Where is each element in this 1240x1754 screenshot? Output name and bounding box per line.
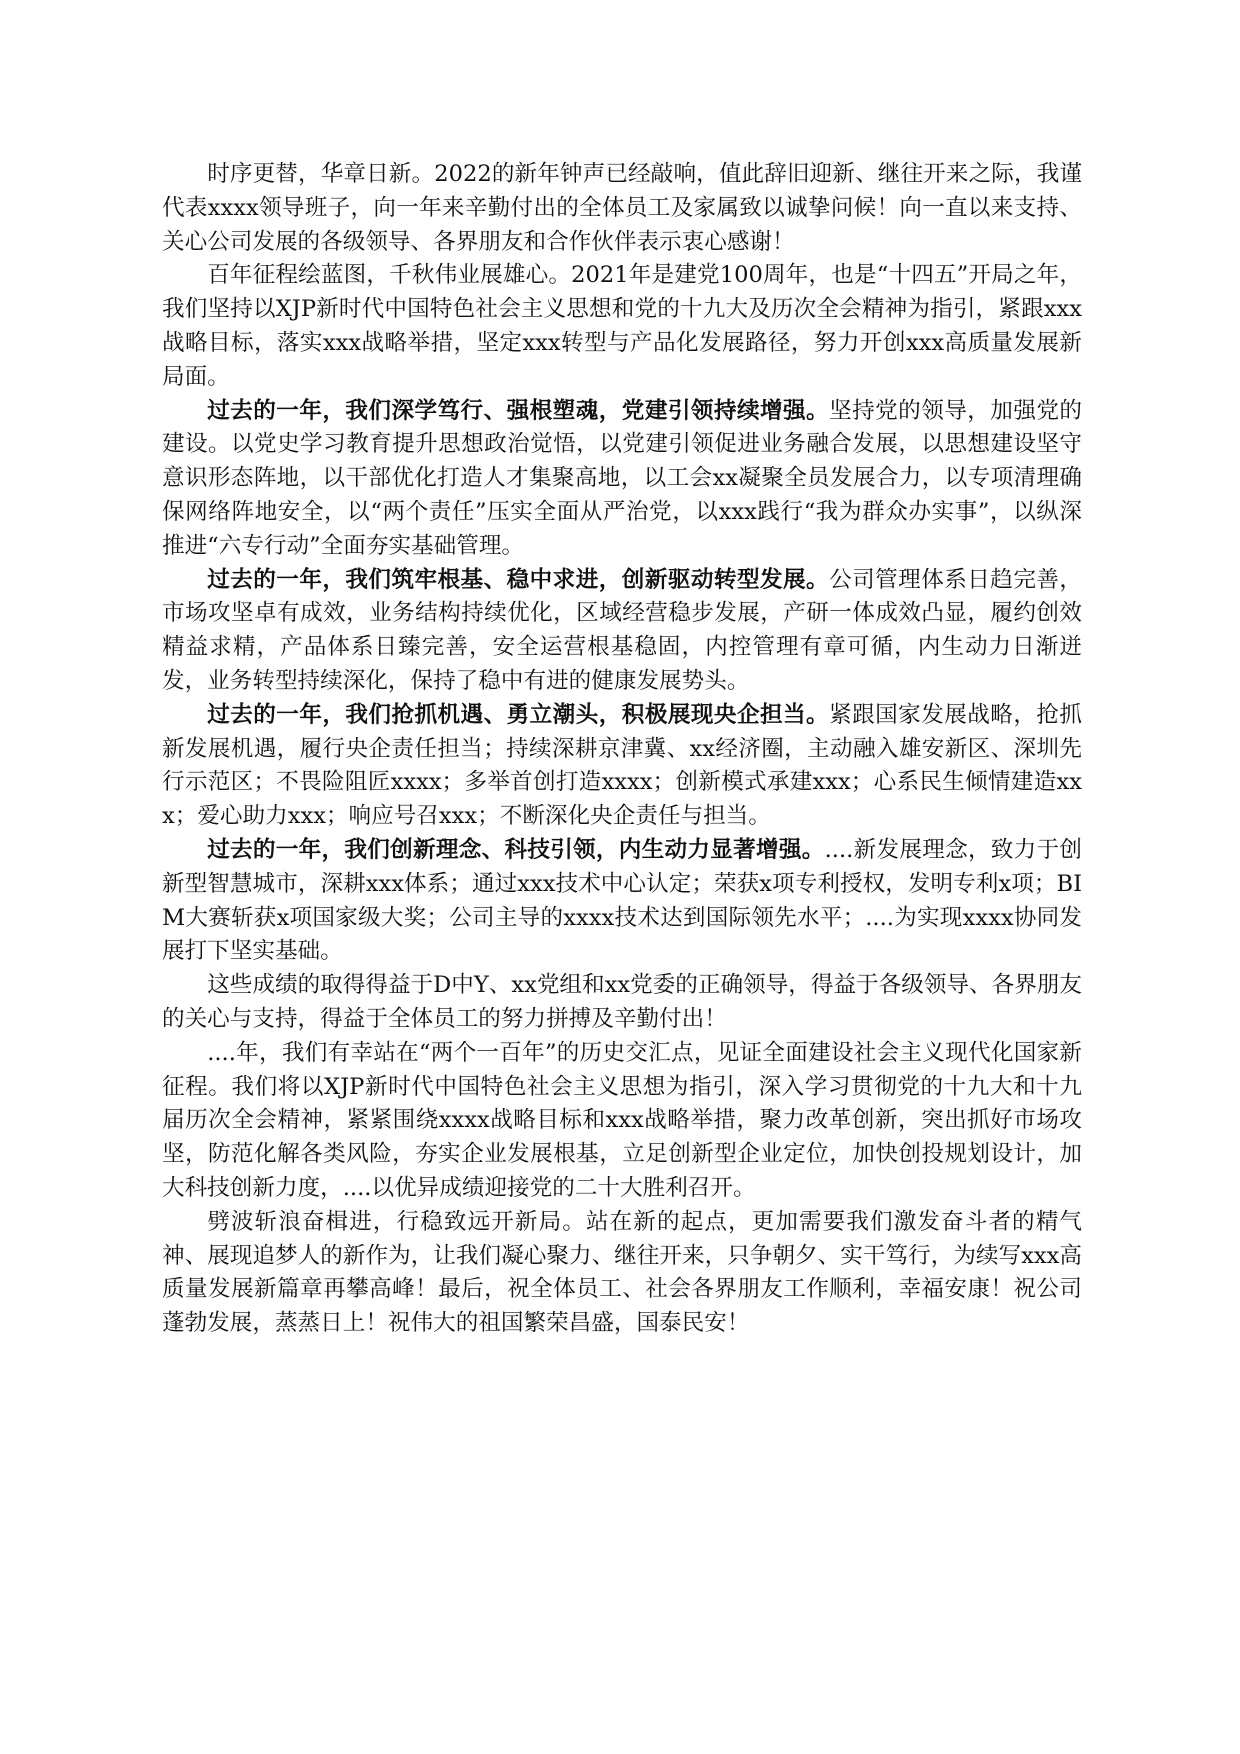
paragraph-lead: 过去的一年，我们深学笃行、强根塑魂，党建引领持续增强。 xyxy=(207,397,830,424)
paragraph-closing xyxy=(162,1206,1082,1341)
paragraph-lead: 过去的一年，我们创新理念、科技引领，内生动力显著增强。 xyxy=(207,836,825,863)
paragraph-text: 百年征程绘蓝图，千秋伟业展雄心。2021年是建党100周年，也是“十四五”开局之年，我们坚持以XJP新时代中国特色社会主义思想和党的十九大及历次全会精神为指引，紧跟xxx战略目标，落实xxx战略举措，坚定xxx转型与产品化发展路径，努力开创xxx高质量发展新局面。 xyxy=(162,262,1082,390)
paragraph-text: 紧跟国家发展战略，抢抓新发展机遇，履行央企责任担当；持续深耕京津冀、xx经济圈，主动融入雄安新区、深圳先行示范区；不畏险阻匠xxxx；多举首创打造xxxx；创新模式承建xxx；心系民生倾情建造xxx；爱心助力xxx；响应号召xxx；不断深化央企责任与担当。 xyxy=(162,701,1083,830)
letter-body xyxy=(162,158,1082,1341)
paragraph-text: ....新发展理念，致力于创新型智慧城市，深耕xxx体系；通过xxx技术中心认定；荣获x项专利授权，发明专利x项；BIM大赛斩获x项国家级大奖；公司主导的xxxx技术达到国际领先水平；....为实现xxxx协同发展打下坚实基础。 xyxy=(162,836,1083,965)
paragraph-innovation xyxy=(162,834,1082,969)
paragraph-text: 坚持党的领导，加强党的建设。以党史学习教育提升思想政治觉悟，以党建引领促进业务融合发展，以思想建设坚守意识形态阵地，以干部优化打造人才集聚高地，以工会xx凝聚全员发展合力，以专项清理确保网络阵地安全，以“两个责任”压实全面从严治党，以xxx践行“我为群众办实事”，以纵深推进“六专行动”全面夯实基础管理。 xyxy=(162,397,1083,559)
paragraph-text: 公司管理体系日趋完善，市场攻坚卓有成效，业务结构持续优化，区域经营稳步发展，产研一体成效凸显，履约创效精益求精，产品体系日臻完善，安全运营根基稳固，内控管理有章可循，内生动力日渐迸发，业务转型持续深化，保持了稳中有进的健康发展势头。 xyxy=(162,566,1083,694)
paragraph-text: 劈波斩浪奋楫进，行稳致远开新局。站在新的起点，更加需要我们激发奋斗者的精气神、展现追梦人的新作为，让我们凝心聚力、继往开来，只争朝夕、实干笃行，为续写xxx高质量发展新篇章再攀高峰！最后，祝全体员工、社会各界朋友工作顺利，幸福安康！祝公司蓬勃发展，蒸蒸日上！祝伟大的祖国繁荣昌盛，国泰民安！ xyxy=(162,1208,1082,1337)
paragraph-lead: 过去的一年，我们抢抓机遇、勇立潮头，积极展现央企担当。 xyxy=(207,701,830,728)
paragraph-party-building xyxy=(162,395,1082,564)
paragraph-opening xyxy=(162,158,1082,259)
paragraph-review xyxy=(162,259,1082,394)
paragraph-transformation xyxy=(162,564,1082,699)
paragraph-lead: 过去的一年，我们筑牢根基、稳中求进，创新驱动转型发展。 xyxy=(207,566,830,593)
paragraph-responsibility xyxy=(162,699,1082,834)
paragraph-text: 时序更替，华章日新。2022的新年钟声已经敲响，值此辞旧迎新、继往开来之际，我谨代表xxxx领导班子，向一年来辛勤付出的全体员工及家属致以诚挚问候！向一直以来支持、关心公司发展的各级领导、各界朋友和合作伙伴表示衷心感谢！ xyxy=(162,161,1082,255)
paragraph-outlook xyxy=(162,1037,1082,1206)
paragraph-gratitude xyxy=(162,969,1082,1037)
paragraph-text: ....年，我们有幸站在“两个一百年”的历史交汇点，见证全面建设社会主义现代化国家新征程。我们将以XJP新时代中国特色社会主义思想为指引，深入学习贯彻党的十九大和十九届历次全会精神，紧紧围绕xxxx战略目标和xxx战略举措，聚力改革创新，突出抓好市场攻坚，防范化解各类风险，夯实企业发展根基，立足创新型企业定位，加快创投规划设计，加大科技创新力度，....以优异成绩迎接党的二十大胜利召开。 xyxy=(162,1039,1082,1201)
paragraph-text: 这些成绩的取得得益于D中Y、xx党组和xx党委的正确领导，得益于各级领导、各界朋友的关心与支持，得益于全体员工的努力拼搏及辛勤付出！ xyxy=(162,972,1082,1032)
